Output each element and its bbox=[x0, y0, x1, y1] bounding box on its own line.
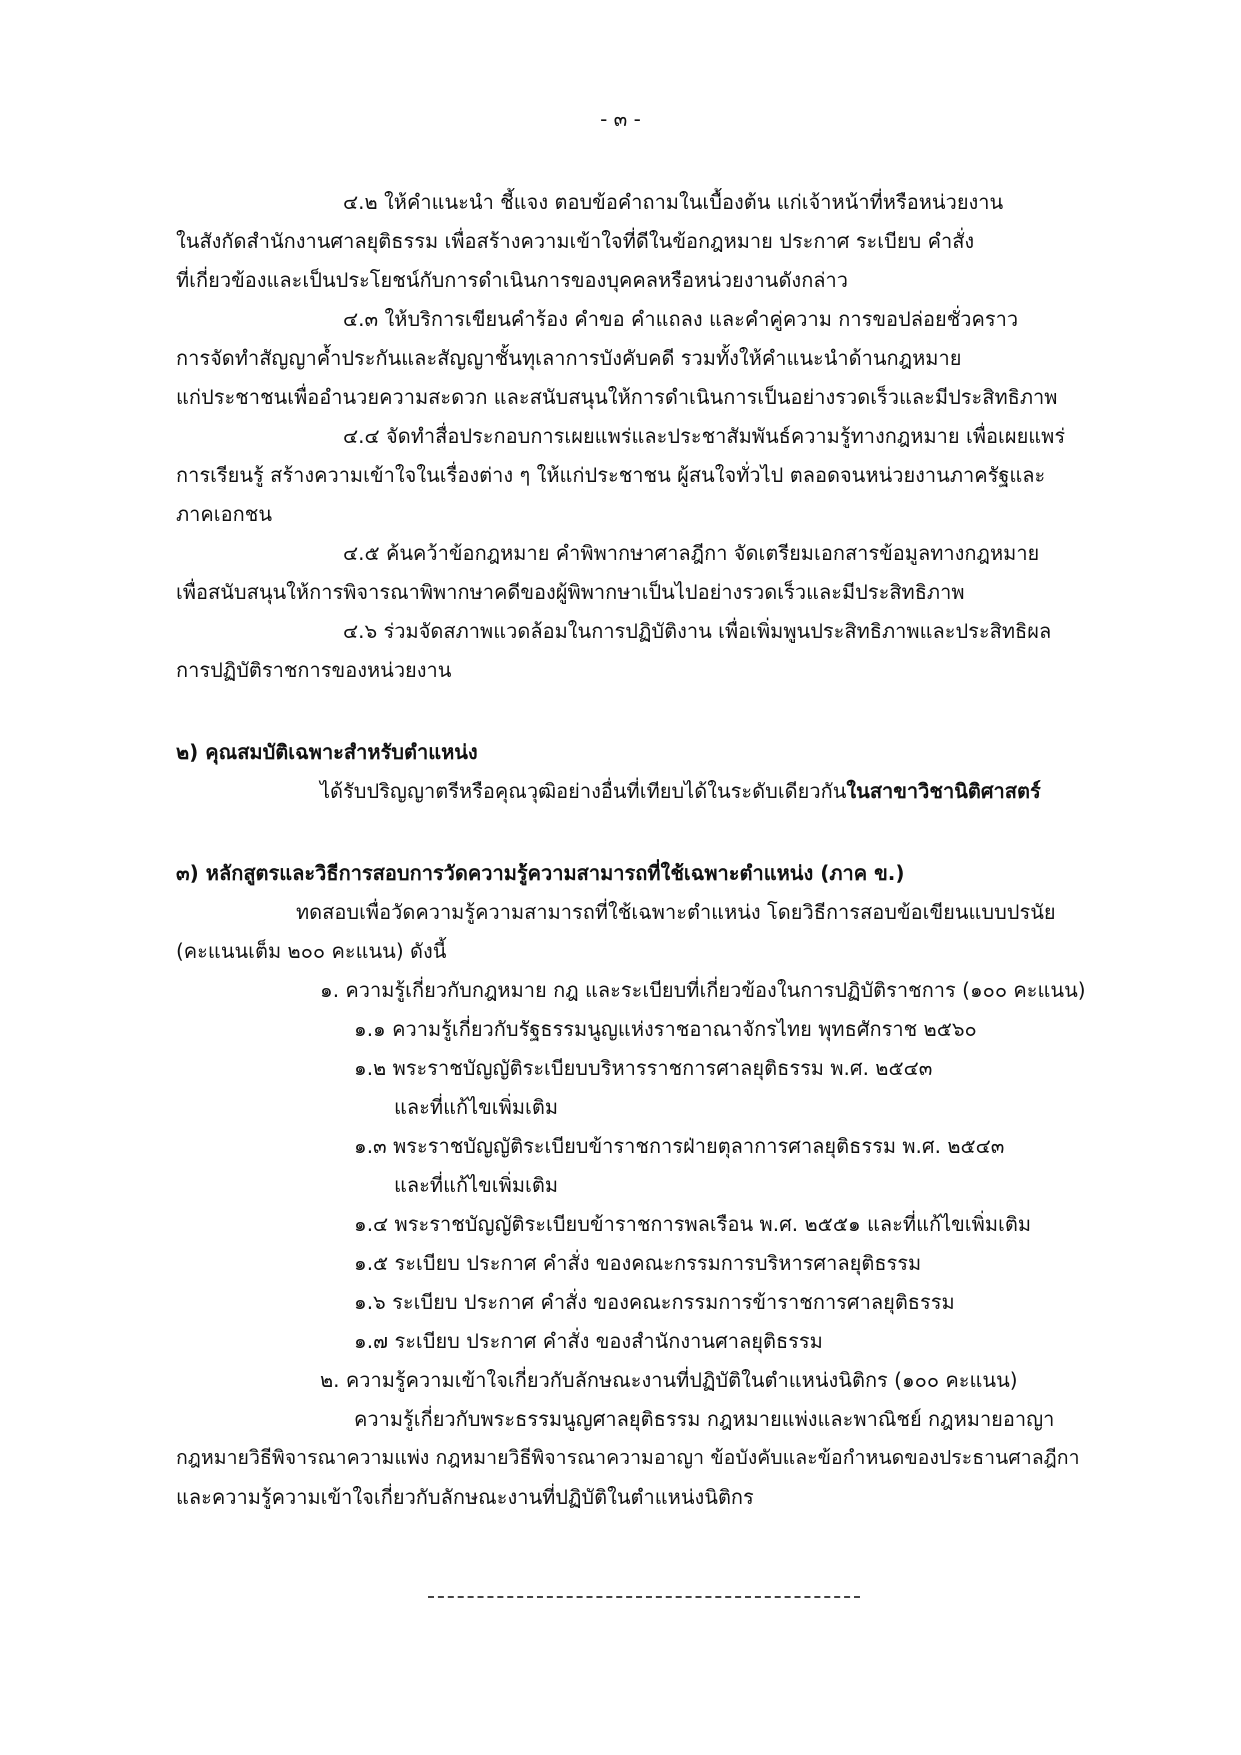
exam-sub-1-7: ๑.๗ ระเบียบ ประกาศ คำสั่ง ของสำนักงานศาลยุติธรรม bbox=[354, 1329, 823, 1353]
item-4-4-line-1: ๔.๔ จัดทำสื่อประกอบการเผยแพร่และประชาสัมพันธ์ความรู้ทางกฎหมาย เพื่อเผยแพร่ bbox=[343, 424, 1066, 448]
exam-sub-1-2-line-2: และที่แก้ไขเพิ่มเติม bbox=[394, 1095, 559, 1119]
exam-part-2-line-2: กฎหมายวิธีพิจารณาความแพ่ง กฎหมายวิธีพิจารณาความอาญา ข้อบังคับและข้อกำหนดของประธานศาลฎีกา bbox=[176, 1446, 1080, 1469]
page-number: - ๓ - bbox=[600, 107, 641, 131]
item-4-5-line-1: ๔.๕ ค้นคว้าข้อกฎหมาย คำพิพากษาศาลฎีกา จัดเตรียมเอกสารข้อมูลทางกฎหมาย bbox=[343, 541, 1040, 565]
exam-part-2: ๒. ความรู้ความเข้าใจเกี่ยวกับลักษณะงานที่ปฏิบัติในตำแหน่งนิติกร (๑๐๐ คะแนน) bbox=[320, 1368, 1018, 1392]
end-divider bbox=[428, 1596, 860, 1598]
item-4-6-line-1: ๔.๖ ร่วมจัดสภาพแวดล้อมในการปฏิบัติงาน เพื่อเพิ่มพูนประสิทธิภาพและประสิทธิผล bbox=[343, 619, 1052, 643]
exam-intro-line-1: ทดสอบเพื่อวัดความรู้ความสามารถที่ใช้เฉพาะตำแหน่ง โดยวิธีการสอบข้อเขียนแบบปรนัย bbox=[296, 900, 1056, 924]
item-4-3-line-2: การจัดทำสัญญาค้ำประกันและสัญญาชั้นทุเลาการบังคับคดี รวมทั้งให้คำแนะนำด้านกฎหมาย bbox=[176, 346, 962, 370]
item-4-2-line-3: ที่เกี่ยวข้องและเป็นประโยชน์กับการดำเนินการของบุคคลหรือหน่วยงานดังกล่าว bbox=[176, 268, 849, 292]
exam-part-2-line-1: ความรู้เกี่ยวกับพระธรรมนูญศาลยุติธรรม กฎหมายแพ่งและพาณิชย์ กฎหมายอาญา bbox=[354, 1407, 1055, 1431]
exam-sub-1-6: ๑.๖ ระเบียบ ประกาศ คำสั่ง ของคณะกรรมการข้าราชการศาลยุติธรรม bbox=[354, 1290, 955, 1314]
item-4-4-line-3: ภาคเอกชน bbox=[176, 502, 272, 526]
exam-sub-1-5: ๑.๕ ระเบียบ ประกาศ คำสั่ง ของคณะกรรมการบริหารศาลยุติธรรม bbox=[354, 1251, 922, 1275]
exam-heading: ๓) หลักสูตรและวิธีการสอบการวัดความรู้ความสามารถที่ใช้เฉพาะตำแหน่ง (ภาค ข.) bbox=[176, 861, 905, 885]
item-4-3-line-3: แก่ประชาชนเพื่ออำนวยความสะดวก และสนับสนุนให้การดำเนินการเป็นอย่างรวดเร็วและมีประสิทธิภาพ bbox=[176, 385, 1058, 409]
exam-part-1: ๑. ความรู้เกี่ยวกับกฎหมาย กฎ และระเบียบที่เกี่ยวข้องในการปฏิบัติราชการ (๑๐๐ คะแนน) bbox=[320, 978, 1086, 1002]
qualifications-text bbox=[320, 773, 1041, 809]
exam-sub-1-4: ๑.๔ พระราชบัญญัติระเบียบข้าราชการพลเรือน พ.ศ. ๒๕๕๑ และที่แก้ไขเพิ่มเติม bbox=[354, 1212, 1032, 1236]
item-4-4-line-2: การเรียนรู้ สร้างความเข้าใจในเรื่องต่าง ๆ ให้แก่ประชาชน ผู้สนใจทั่วไป ตลอดจนหน่วยงานภาครัฐและ bbox=[176, 463, 1046, 487]
exam-sub-1-3-line-1: ๑.๓ พระราชบัญญัติระเบียบข้าราชการฝ่ายตุลาการศาลยุติธรรม พ.ศ. ๒๕๔๓ bbox=[354, 1134, 1005, 1158]
item-4-2-line-1: ๔.๒ ให้คำแนะนำ ชี้แจง ตอบข้อคำถามในเบื้องต้น แก่เจ้าหน้าที่หรือหน่วยงาน bbox=[343, 190, 1004, 214]
exam-sub-1-2-line-1: ๑.๒ พระราชบัญญัติระเบียบบริหารราชการศาลยุติธรรม พ.ศ. ๒๕๔๓ bbox=[354, 1056, 933, 1080]
item-4-3-line-1: ๔.๓ ให้บริการเขียนคำร้อง คำขอ คำแถลง และคำคู่ความ การขอปล่อยชั่วคราว bbox=[343, 307, 1019, 331]
qualifications-text-regular: ได้รับปริญญาตรีหรือคุณวุฒิอย่างอื่นที่เทียบได้ในระดับเดียวกัน bbox=[320, 779, 847, 803]
item-4-2-line-2: ในสังกัดสำนักงานศาลยุติธรรม เพื่อสร้างความเข้าใจที่ดีในข้อกฎหมาย ประกาศ ระเบียบ คำสั่ง bbox=[176, 229, 975, 253]
exam-sub-1-3-line-2: และที่แก้ไขเพิ่มเติม bbox=[394, 1173, 559, 1197]
qualifications-text-bold: ในสาขาวิชานิติศาสตร์ bbox=[846, 779, 1041, 803]
qualifications-heading: ๒) คุณสมบัติเฉพาะสำหรับตำแหน่ง bbox=[176, 740, 478, 764]
item-4-5-line-2: เพื่อสนับสนุนให้การพิจารณาพิพากษาคดีของผู้พิพากษาเป็นไปอย่างรวดเร็วและมีประสิทธิภาพ bbox=[176, 580, 965, 604]
exam-part-2-line-3: และความรู้ความเข้าใจเกี่ยวกับลักษณะงานที่ปฏิบัติในตำแหน่งนิติกร bbox=[176, 1485, 754, 1509]
exam-sub-1-1: ๑.๑ ความรู้เกี่ยวกับรัฐธรรมนูญแห่งราชอาณาจักรไทย พุทธศักราช ๒๕๖๐ bbox=[354, 1017, 977, 1041]
exam-intro-line-2: (คะแนนเต็ม ๒๐๐ คะแนน) ดังนี้ bbox=[176, 939, 447, 963]
item-4-6-line-2: การปฏิบัติราชการของหน่วยงาน bbox=[176, 658, 452, 682]
